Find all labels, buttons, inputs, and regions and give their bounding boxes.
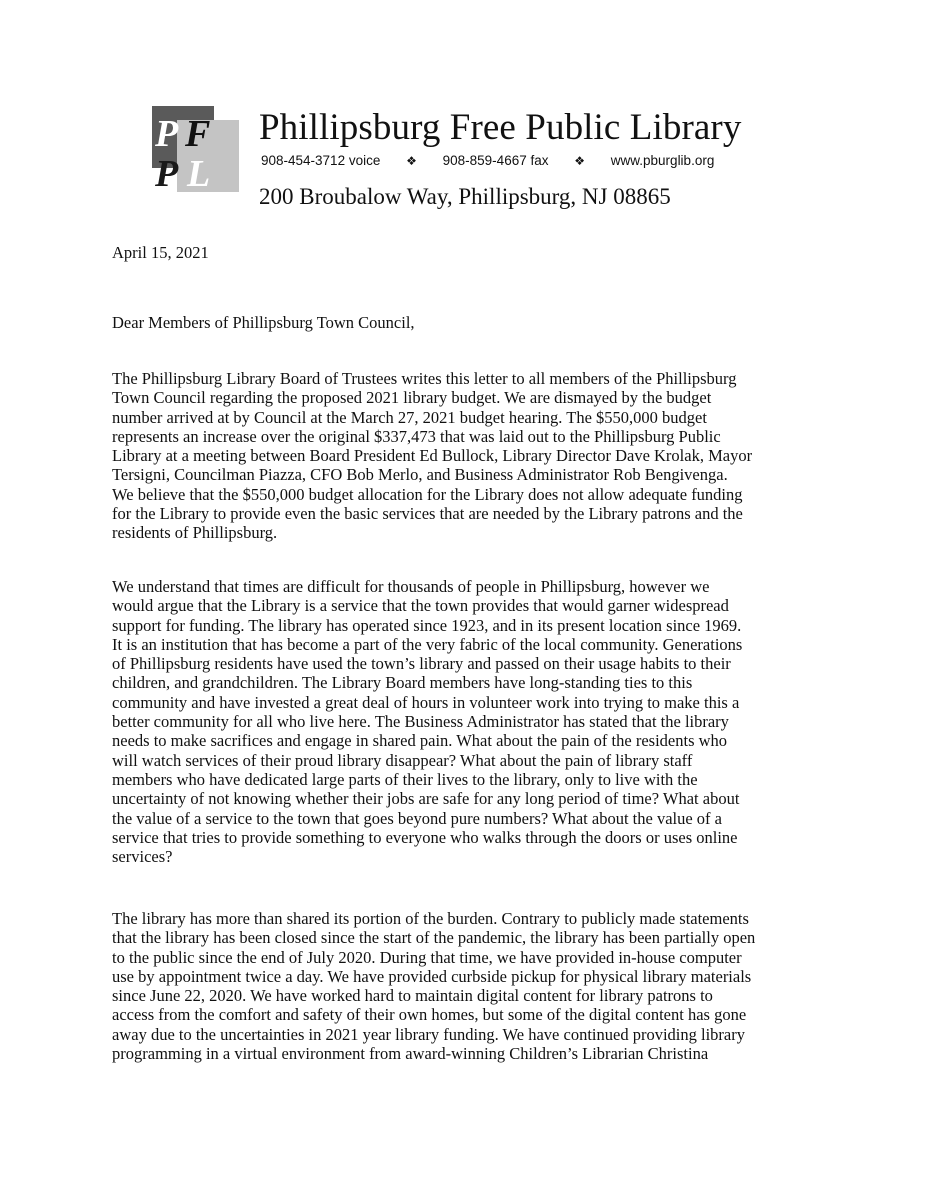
paragraph-line: children, and grandchildren. The Library Board members have long-standing ties to this bbox=[112, 673, 693, 693]
paragraph-line: Library at a meeting between Board President Ed Bullock, Library Director Dave Krolak, Mayor bbox=[112, 446, 753, 466]
paragraph-line: better community for all who live here. The Business Administrator has stated that the library bbox=[112, 712, 729, 732]
paragraph-line: the value of a service to the town that goes beyond pure numbers? What about the value of a bbox=[112, 808, 722, 828]
paragraph-line: since June 22, 2020. We have worked hard to maintain digital content for library patrons to bbox=[112, 986, 713, 1006]
body-paragraph-2 bbox=[112, 577, 882, 866]
paragraph-line: Town Council regarding the proposed 2021 library budget. We are dismayed by the budget bbox=[112, 388, 712, 408]
paragraph-line: to the public since the end of July 2020. During that time, we have provided in-house computer bbox=[112, 947, 742, 967]
fax-number: 908-859-4667 fax bbox=[442, 153, 549, 168]
paragraph-line: We understand that times are difficult for thousands of people in Phillipsburg, however we bbox=[112, 577, 710, 596]
paragraph-line: needs to make sacrifices and engage in shared pain. What about the pain of the residents who bbox=[112, 731, 728, 751]
paragraph-line: members who have dedicated large parts of their lives to the library, only to live with the bbox=[112, 769, 698, 789]
diamond-separator-icon: ❖ bbox=[406, 154, 417, 168]
paragraph-line: We believe that the $550,000 budget allocation for the Library does not allow adequate funding bbox=[112, 484, 743, 504]
body-paragraph-1 bbox=[112, 369, 882, 543]
svg-text:P: P bbox=[155, 113, 179, 155]
organization-name: Phillipsburg Free Public Library bbox=[259, 107, 742, 148]
paragraph-line: away due to the uncertainties in 2021 year library funding. We have continued providing library bbox=[112, 1024, 745, 1044]
phone-number: 908-454-3712 voice bbox=[261, 153, 381, 168]
paragraph-line: support for funding. The library has operated since 1923, and in its present location since 1969. bbox=[112, 615, 742, 635]
contact-line bbox=[261, 154, 714, 168]
paragraph-line: will watch services of their proud library disappear? What about the pain of library staff bbox=[112, 750, 693, 770]
salutation: Dear Members of Phillipsburg Town Council, bbox=[112, 313, 415, 332]
library-logo bbox=[147, 106, 243, 194]
diamond-separator-icon: ❖ bbox=[574, 154, 586, 168]
paragraph-line: The Phillipsburg Library Board of Trustees writes this letter to all members of the Phillipsburg bbox=[112, 369, 737, 388]
paragraph-line: service that tries to provide something to everyone who walks through the doors or uses online bbox=[112, 827, 738, 847]
paragraph-line: uncertainty of not knowing whether their jobs are safe for any long period of time? What about bbox=[112, 789, 740, 809]
paragraph-line: for the Library to provide even the basic services that are needed by the Library patrons and the bbox=[112, 504, 743, 524]
letter-date: April 15, 2021 bbox=[112, 243, 209, 262]
library-address: 200 Broubalow Way, Phillipsburg, NJ 08865 bbox=[259, 184, 671, 209]
paragraph-line: Tersigni, Councilman Piazza, CFO Bob Merlo, and Business Administrator Rob Bengivenga. bbox=[112, 465, 728, 485]
paragraph-line: number arrived at by Council at the March 27, 2021 budget hearing. The $550,000 budget bbox=[112, 407, 707, 427]
paragraph-line: The library has more than shared its portion of the burden. Contrary to publicly made statements bbox=[112, 909, 749, 928]
paragraph-line: of Phillipsburg residents have used the town’s library and passed on their usage habits to their bbox=[112, 654, 731, 674]
body-paragraph-3 bbox=[112, 909, 882, 1063]
website-link[interactable]: www.pburglib.org bbox=[610, 153, 715, 168]
paragraph-line: would argue that the Library is a service that the town provides that would garner widespread bbox=[112, 596, 729, 616]
svg-text:P: P bbox=[155, 153, 179, 194]
paragraph-line: residents of Phillipsburg. bbox=[112, 523, 278, 543]
paragraph-line: services? bbox=[112, 847, 173, 867]
paragraph-line: represents an increase over the original $337,473 that was laid out to the Phillipsburg Public bbox=[112, 426, 721, 446]
paragraph-line: use by appointment twice a day. We have provided curbside pickup for physical library materials bbox=[112, 966, 752, 986]
svg-text:L: L bbox=[187, 153, 211, 194]
paragraph-line: that the library has been closed since the start of the pandemic, the library has been partially open bbox=[112, 928, 756, 948]
paragraph-line: It is an institution that has become a part of the very fabric of the local community. Generations bbox=[112, 634, 743, 654]
paragraph-line: access from the comfort and safety of their own homes, but some of the digital content has gone bbox=[112, 1005, 747, 1025]
svg-text:F: F bbox=[185, 113, 211, 155]
paragraph-line: programming in a virtual environment from award-winning Children’s Librarian Christina bbox=[112, 1044, 709, 1064]
pfpl-logo-mark bbox=[147, 106, 243, 194]
paragraph-line: community and have invested a great deal of hours in volunteer work into trying to make this a bbox=[112, 692, 740, 712]
